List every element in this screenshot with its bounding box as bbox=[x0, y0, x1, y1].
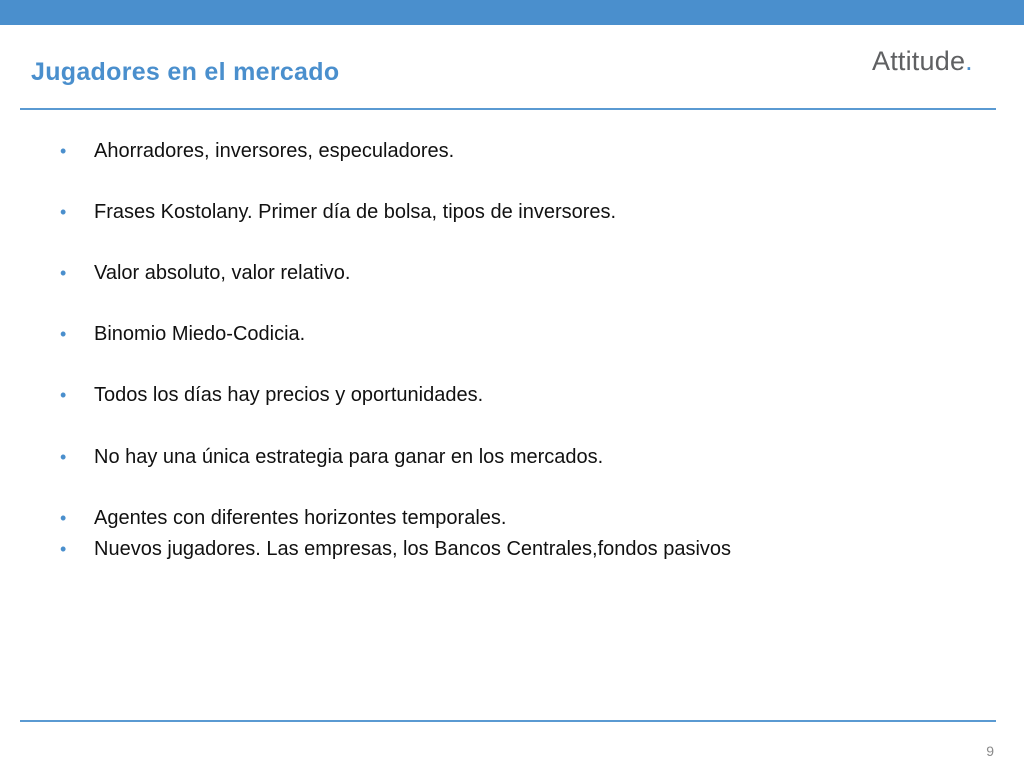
bullet-icon: • bbox=[60, 263, 67, 283]
bullet-text: Ahorradores, inversores, especuladores. bbox=[94, 140, 455, 162]
bullet-text: Nuevos jugadores. Las empresas, los Bancos Centrales,fondos pasivos bbox=[94, 538, 732, 560]
bullet-item bbox=[60, 383, 483, 407]
brand-logo-dot: . bbox=[965, 46, 973, 76]
bullet-text: Agentes con diferentes horizontes temporales. bbox=[94, 507, 507, 529]
page-number: 9 bbox=[986, 743, 994, 759]
bullet-text: Binomio Miedo-Codicia. bbox=[94, 323, 306, 345]
bullet-icon: • bbox=[60, 539, 67, 559]
bullet-icon: • bbox=[60, 447, 67, 467]
footer-divider bbox=[20, 720, 996, 722]
bullet-item bbox=[60, 261, 350, 285]
bullet-item bbox=[60, 200, 616, 224]
bullet-icon: • bbox=[60, 141, 67, 161]
bullet-text: Frases Kostolany. Primer día de bolsa, tipos de inversores. bbox=[94, 201, 617, 223]
slide-title: Jugadores en el mercado bbox=[31, 58, 340, 86]
bullet-item bbox=[60, 139, 454, 163]
bullet-text: Valor absoluto, valor relativo. bbox=[94, 262, 351, 284]
bullet-icon: • bbox=[60, 508, 67, 528]
bullet-item bbox=[60, 322, 305, 346]
bullet-item bbox=[60, 445, 603, 469]
brand-logo-text: Attitude bbox=[872, 46, 966, 76]
bullet-text: Todos los días hay precios y oportunidades. bbox=[94, 384, 484, 406]
bullet-text: No hay una única estrategia para ganar en los mercados. bbox=[94, 446, 604, 468]
bullet-item bbox=[60, 537, 731, 561]
bullet-item bbox=[60, 506, 506, 530]
bullet-icon: • bbox=[60, 202, 67, 222]
bullet-icon: • bbox=[60, 385, 67, 405]
bullet-icon: • bbox=[60, 324, 67, 344]
